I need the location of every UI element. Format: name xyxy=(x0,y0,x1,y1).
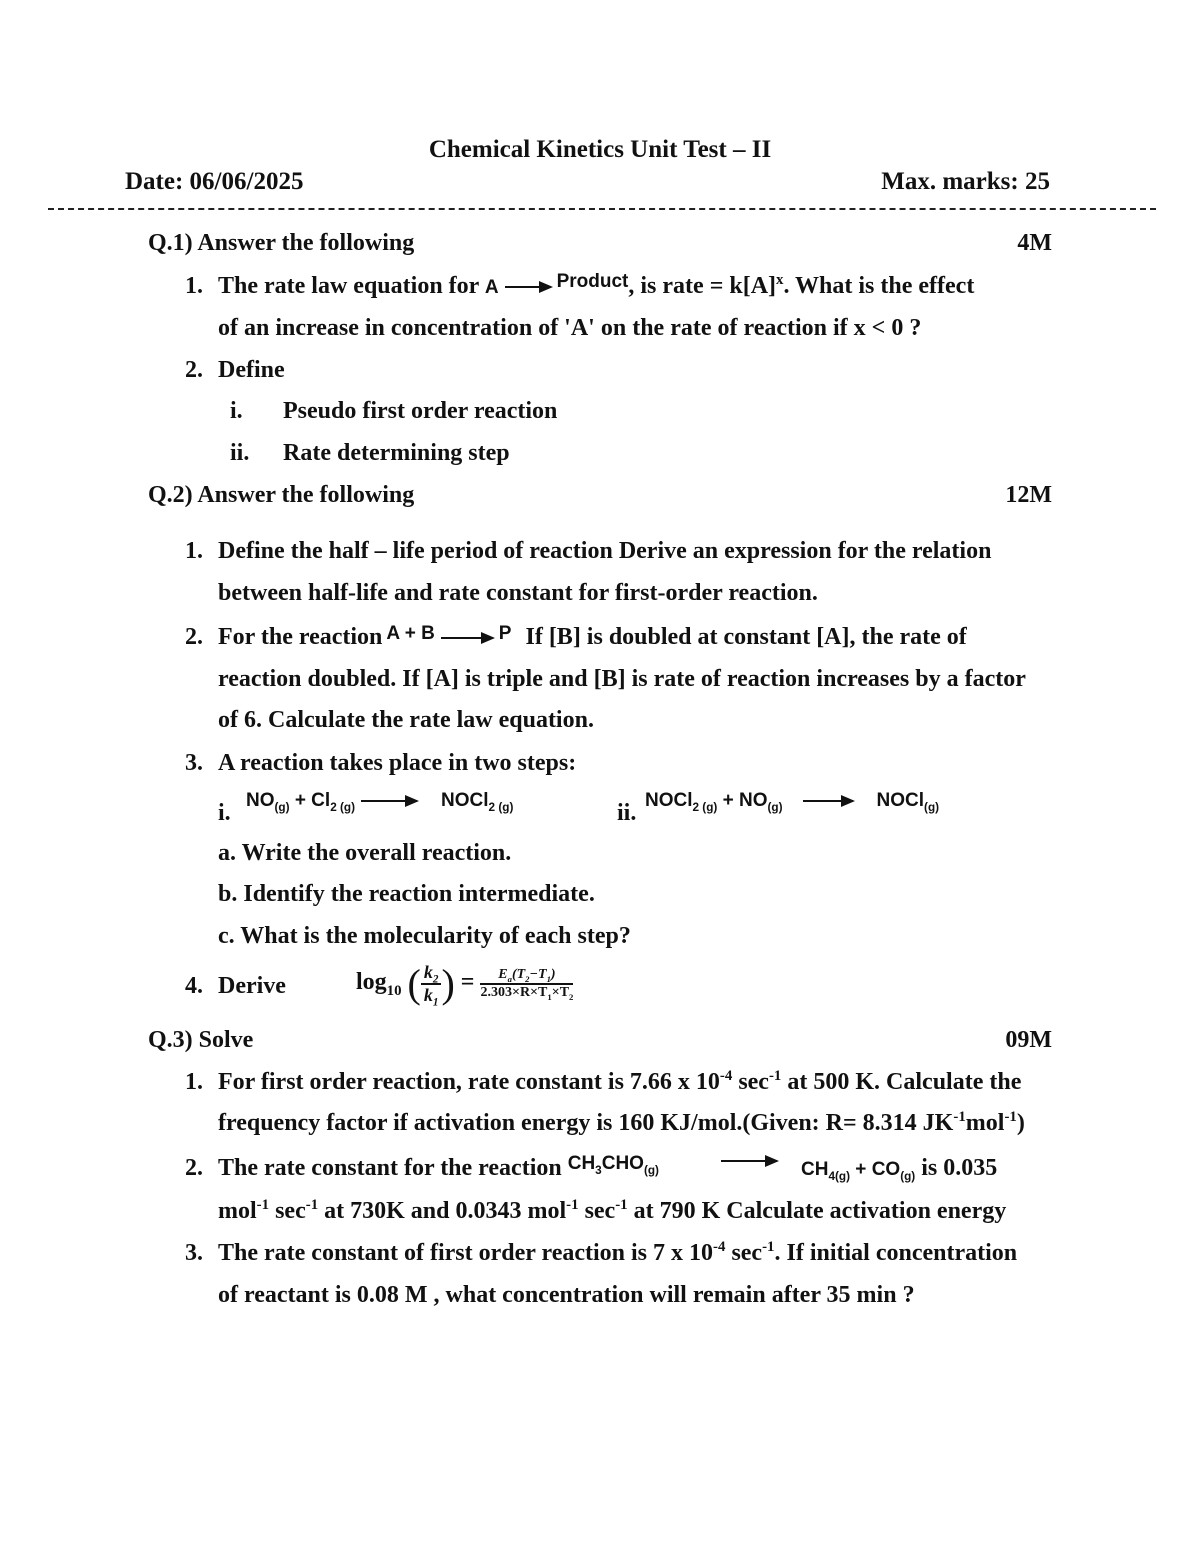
q2-item3-number: 3. xyxy=(185,750,203,776)
q3-item2-line2: mol$^{-1}$ $\sec^{-1}$ at 730K and 0.0343 mol$^{-1}$ $\sec^{-1}$ at 790 K Calculate activation energy xyxy=(218,1197,1007,1224)
q2-item2-line2: reaction doubled. If [A] is triple and [B] is rate of reaction increases by a factor xyxy=(218,666,1026,692)
product-p: P xyxy=(498,623,512,644)
q1-item2-sub-ii: Rate determining step xyxy=(283,440,510,466)
q3-item2-number: 2. xyxy=(185,1155,203,1181)
q3-item3-line1: The rate constant of first order reaction is 7 x $10^{-4}$ $\sec^{-1}$. If initial concentration xyxy=(218,1239,1018,1266)
q2-item1-line1: Define the half – life period of reaction Derive an expression for the relation xyxy=(218,538,992,564)
q2-heading: Q.2) Answer the following xyxy=(148,482,415,508)
q1-item2-sub-ii-number: ii. xyxy=(230,440,250,466)
reaction-arrow xyxy=(803,800,853,802)
q2-item1-line2: between half-life and rate constant for first-order reaction. xyxy=(218,580,818,606)
q1-item1-number: 1. xyxy=(185,273,203,299)
q3-marks: 09M xyxy=(1005,1027,1052,1053)
q1-heading: Q.1) Answer the following xyxy=(148,230,415,256)
exam-date: Date: 06/06/2025 xyxy=(125,168,304,195)
reactant-a: A xyxy=(484,277,499,298)
products-methane-co: $CH_{4(g)} + CO_{(g)}$ xyxy=(800,1159,916,1183)
q2-item3-part-a: a. Write the overall reaction. xyxy=(218,840,512,866)
reaction-arrow xyxy=(721,1160,777,1162)
q3-item3-number: 3. xyxy=(185,1240,203,1266)
q2-item1-number: 1. xyxy=(185,538,203,564)
step-i-equation: $NO_{(g)} + Cl_{2 (g)}$ NOCl$_{2 (g)}$ xyxy=(246,790,514,814)
q1-item2-sub-i-number: i. xyxy=(230,398,243,424)
q3-item1-line2: frequency factor if activation energy is 160 KJ/mol.(Given: R= 8.314 $JK^{-1}mol^{-1}$) xyxy=(218,1109,1025,1136)
q2-item2-line3: of 6. Calculate the rate law equation. xyxy=(218,707,594,733)
q2-item4-text: Derive xyxy=(218,973,286,999)
q3-item1-number: 1. xyxy=(185,1069,203,1095)
q1-item1-line1: The rate law equation for A $^{Product}$, is rate = $k[A]^x$. What is the effect xyxy=(218,271,975,299)
q1-item1-line2: of an increase in concentration of 'A' on the rate of reaction if x < 0 ? xyxy=(218,315,922,341)
q1-marks: 4M xyxy=(1017,230,1052,256)
q2-marks: 12M xyxy=(1005,482,1052,508)
q3-item2-line1: The rate constant for the reaction $^{CH_3CHO_{(g)}}$ $CH_{4(g)} + CO_{(g)}$ is 0.035 xyxy=(218,1153,998,1183)
q2-item3-part-b: b. Identify the reaction intermediate. xyxy=(218,881,595,907)
q2-item2-number: 2. xyxy=(185,624,203,650)
arrhenius-equation: $\log_{10}$ ( $\frac{k_2}{k_1}$ ) = $\frac{E_a(T_2-T_1)}{2.303\times R\times T_1\times T_2}$ xyxy=(356,961,574,1009)
reaction-arrow xyxy=(441,637,493,639)
q3-item3-line2: of reactant is 0.08 M , what concentration will remain after 35 min ? xyxy=(218,1282,915,1308)
page-title: Chemical Kinetics Unit Test – II xyxy=(428,136,772,163)
reaction-arrow xyxy=(361,800,417,802)
q2-item2-line1: For the reaction $^{A + B}$ $^P$ If [B] is doubled at constant [A], the rate of xyxy=(218,623,967,650)
reactants-a-b: A + B xyxy=(386,623,435,644)
step-ii-equation: NOCl$_{2 (g)}$ + $NO_{(g)}$ NOCl$_{(g)}$ xyxy=(645,790,940,814)
q2-item3-part-c: c. What is the molecularity of each step? xyxy=(218,923,631,949)
reactant-acetaldehyde: CH3CHO(g) xyxy=(567,1153,659,1177)
reaction-arrow xyxy=(505,286,551,288)
q1-item2-text: Define xyxy=(218,357,285,383)
step-i-number: i. xyxy=(218,800,231,826)
q2-item3-text: A reaction takes place in two steps: xyxy=(218,750,577,776)
q1-item2-sub-i: Pseudo first order reaction xyxy=(283,398,558,424)
header-divider xyxy=(48,208,1156,210)
product-label: Product xyxy=(556,271,629,292)
step-ii-number: ii. xyxy=(617,800,637,826)
max-marks: Max. marks: 25 xyxy=(881,168,1050,195)
q3-item1-line1: For first order reaction, rate constant is 7.66 x $10^{-4}$ $\sec^{-1}$ at 500 K. Calculate the xyxy=(218,1068,1022,1095)
q1-item2-number: 2. xyxy=(185,357,203,383)
q3-heading: Q.3) Solve xyxy=(148,1027,254,1053)
q2-item4-number: 4. xyxy=(185,973,203,999)
